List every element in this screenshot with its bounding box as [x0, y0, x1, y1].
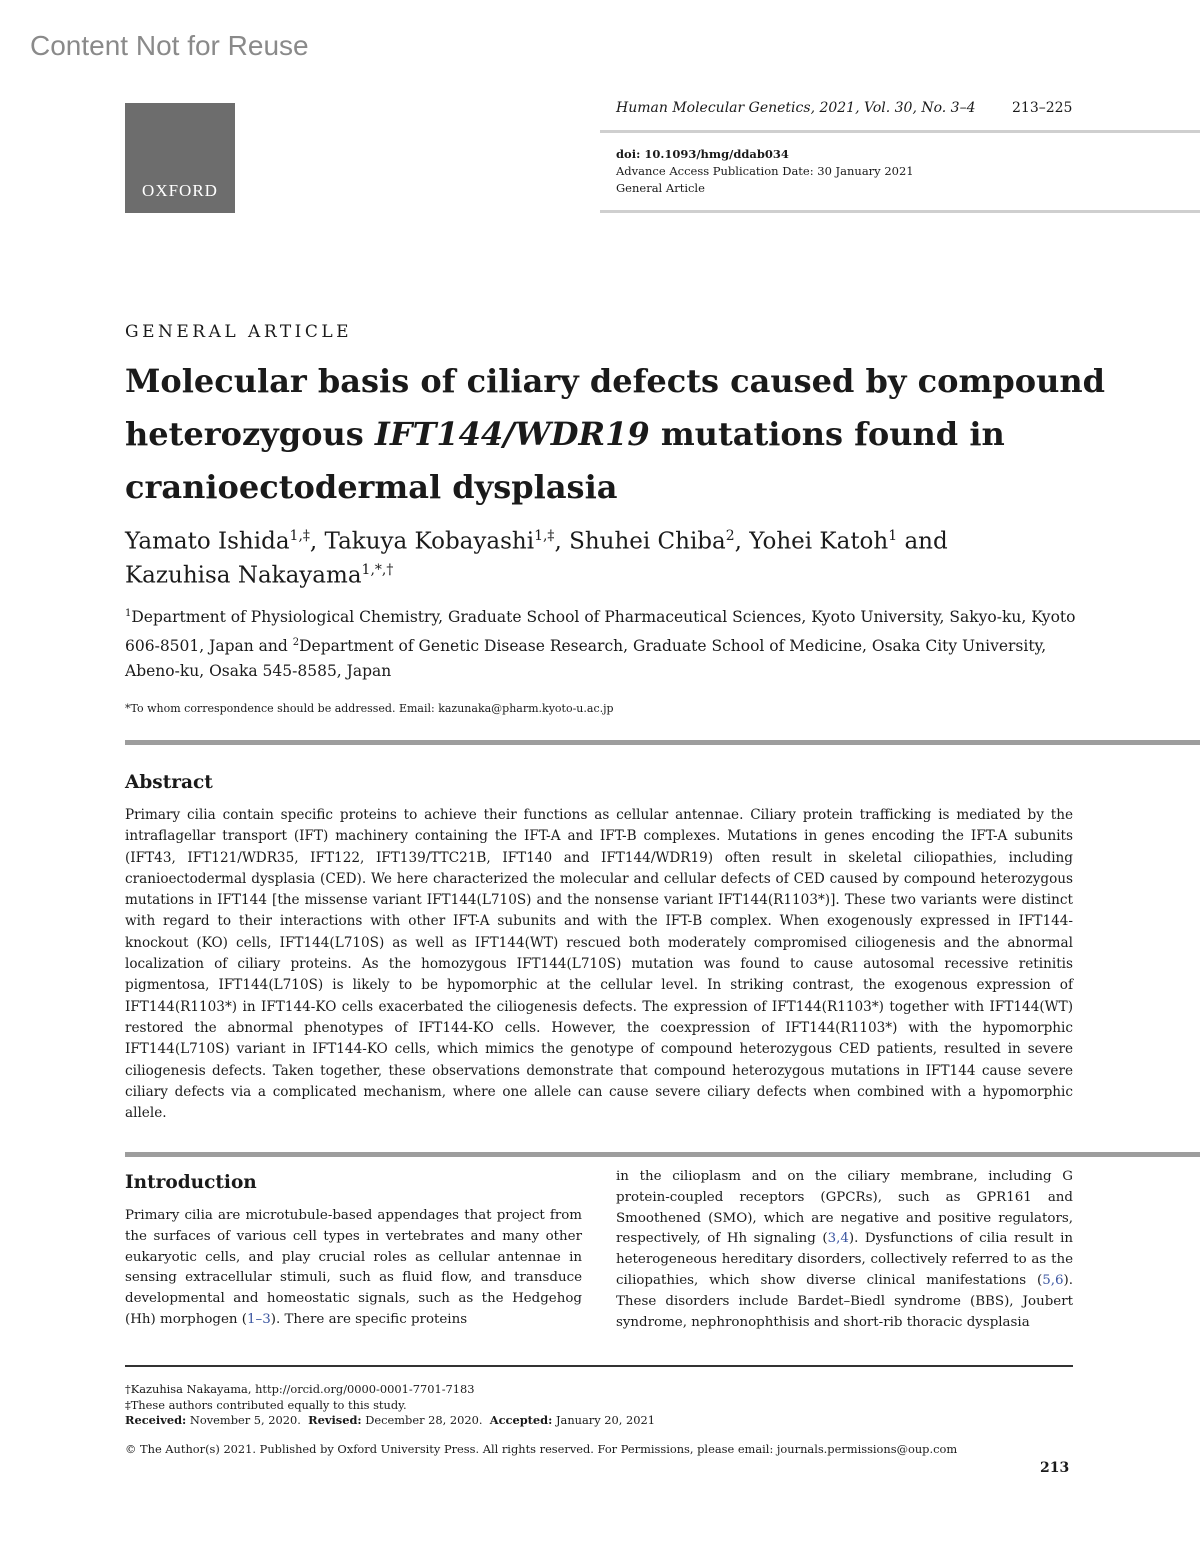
citation-link[interactable]: 3,4: [827, 1231, 849, 1247]
author-affiliation-mark: 1,‡: [534, 528, 555, 544]
citation-link[interactable]: 5,6: [1042, 1272, 1064, 1288]
page-number: 213: [1040, 1460, 1070, 1476]
author-affiliation-mark: 1,*,†: [361, 561, 394, 578]
correspondence-note: *To whom correspondence should be addressed. Email: kazunaka@pharm.kyoto-u.ac.jp: [125, 702, 614, 715]
title-part: mutations found in cranioectodermal dysplasia: [125, 415, 1005, 506]
advance-access-date: Advance Access Publication Date: 30 January 2021: [616, 164, 914, 178]
journal-citation: Human Molecular Genetics, 2021, Vol. 30, No. 3–4: [616, 100, 976, 116]
affiliation-text: Department of Physiological Chemistry, Graduate School of Pharmaceutical Sciences, Kyoto University, Sakyo-ku, Kyoto 606-8501, Japan and: [125, 608, 1076, 656]
footnote-divider: [125, 1365, 1073, 1367]
affiliation-mark: 2: [292, 637, 300, 649]
author-separator: ,: [734, 528, 750, 555]
equal-contribution-note: ‡These authors contributed equally to this study.: [125, 1397, 407, 1412]
footnotes: [125, 1382, 655, 1429]
abstract-heading: Abstract: [125, 772, 213, 793]
section-divider: [125, 740, 1200, 745]
title-part: Molecular basis of ciliary defects caused by compound heterozygous: [125, 362, 1105, 453]
accepted-date: January 20, 2021: [552, 1413, 656, 1427]
affiliation-mark: 1: [125, 608, 132, 619]
abstract-text: Primary cilia contain specific proteins to achieve their functions as cellular antennae. Ciliary protein trafficking is mediated by the intraflagellar transport (IFT) machinery containing the IFT-A and IFT-B complexes. Mutations in genes encoding the IFT-A subunits (IFT43, IFT121/WDR35, IFT122, IFT139/TTC21B, IFT140 and IFT144/WDR19) often result in skeletal ciliopathies, including cranioectodermal dysplasia (CED). We here characterized the molecular and cellular defects of CED caused by compound heterozygous mutations in IFT144 [the missense variant IFT144(L710S) and the nonsense variant IFT144(R1103*)]. These two variants were distinct with regard to their interactions with other IFT-A subunits and with the IFT-B complex. When exogenously expressed in IFT144-knockout (KO) cells, IFT144(L710S) as well as IFT144(WT) rescued both moderately compromised ciliogenesis and the abnormal localization of ciliary proteins. As the homozygous IFT144(L710S) mutation was found to cause autosomal recessive retinitis pigmentosa, IFT144(L710S) is likely to be hypomorphic at the cellular level. In striking contrast, the exogenous expression of IFT144(R1103*) in IFT144-KO cells exacerbated the ciliogenesis defects. The expression of IFT144(R1103*) together with IFT144(WT) restored the abnormal phenotypes of IFT144-KO cells. However, the coexpression of IFT144(R1103*) with the hypomorphic IFT144(L710S) variant in IFT144-KO cells, which mimics the genotype of compound heterozygous CED patients, resulted in severe ciliogenesis defects. Taken together, these observations demonstrate that compound heterozygous mutations in IFT144 cause severe ciliary defects via a complicated mechanism, where one allele can cause severe ciliary defects when combined with a hypomorphic allele.: [125, 807, 1073, 1122]
revised-label: Revised:: [308, 1413, 362, 1427]
accepted-label: Accepted:: [489, 1413, 553, 1427]
affiliations: [125, 601, 1085, 684]
copyright-notice: © The Author(s) 2021. Published by Oxford University Press. All rights reserved. For Permissions, please email: journals.permissions@oup.com: [125, 1442, 958, 1456]
article-type: General Article: [616, 181, 705, 195]
body-text: in the cilioplasm and on the ciliary membrane, including G protein-coupled receptors (GPCRs), such as GPR161 and Smoothened (SMO), which are negative and positive regulators, respectively, of Hh signaling (: [616, 1169, 1073, 1247]
citation-link[interactable]: 1–3: [247, 1311, 271, 1327]
body-text: ). Dysfunctions of cilia result in heterogeneous hereditary disorders, collectively referred to as the ciliopathies, which show diverse clinical manifestations (: [616, 1231, 1073, 1288]
author-affiliation-mark: 1,‡: [289, 528, 310, 544]
author-name: Yohei Katoh: [749, 528, 889, 555]
body-text: ). There are specific proteins: [270, 1311, 468, 1327]
watermark: Content Not for Reuse: [30, 30, 309, 61]
header-divider: [600, 210, 1200, 213]
orcid-note: †Kazuhisa Nakayama, http://orcid.org/0000-0001-7701-7183: [125, 1382, 475, 1396]
received-date: November 5, 2020.: [186, 1413, 301, 1427]
author-affiliation-mark: 1: [888, 528, 898, 544]
introduction-column-left: [125, 1206, 582, 1331]
title-gene: IFT144/WDR19: [374, 415, 650, 453]
oxford-logo: [125, 103, 235, 213]
introduction-column-right: [616, 1167, 1073, 1333]
author-name: Kazuhisa Nakayama: [125, 562, 362, 589]
page-range: 213–225: [1012, 100, 1073, 116]
header-divider: [600, 130, 1200, 133]
author-separator: ,: [309, 528, 325, 555]
received-label: Received:: [125, 1413, 187, 1427]
author-list: [125, 522, 1085, 589]
author-separator: and: [897, 528, 948, 555]
author-affiliation-mark: 2: [725, 528, 735, 544]
logo-text: OXFORD: [142, 181, 218, 200]
author-name: Shuhei Chiba: [569, 528, 726, 555]
article-meta: [616, 146, 914, 197]
author-name: Takuya Kobayashi: [324, 528, 535, 555]
doi: doi: 10.1093/hmg/ddab034: [616, 147, 789, 161]
section-divider: [125, 1152, 1200, 1157]
author-separator: ,: [554, 528, 570, 555]
article-title: [125, 355, 1105, 514]
affiliation-text: Department of Genetic Disease Research, Graduate School of Medicine, Osaka City University, Abeno-ku, Osaka 545-8585, Japan: [125, 637, 1047, 681]
introduction-heading: Introduction: [125, 1172, 257, 1193]
revised-date: December 28, 2020.: [361, 1413, 483, 1427]
dates-line: [125, 1413, 655, 1429]
body-text: Primary cilia are microtubule-based appendages that project from the surfaces of various cell types in vertebrates and many other eukaryotic cells, and play crucial roles as cellular antennae in sensing extracellular stimuli, such as fluid flow, and transduce developmental and homeostatic signals, such as the Hedgehog (Hh) morphogen (: [125, 1208, 582, 1327]
body-text: ). These disorders include Bardet–Biedl syndrome (BBS), Joubert syndrome, nephronophthisis and short-rib thoracic dysplasia: [616, 1272, 1073, 1330]
section-label: GENERAL ARTICLE: [125, 322, 353, 342]
author-name: Yamato Ishida: [125, 528, 290, 555]
